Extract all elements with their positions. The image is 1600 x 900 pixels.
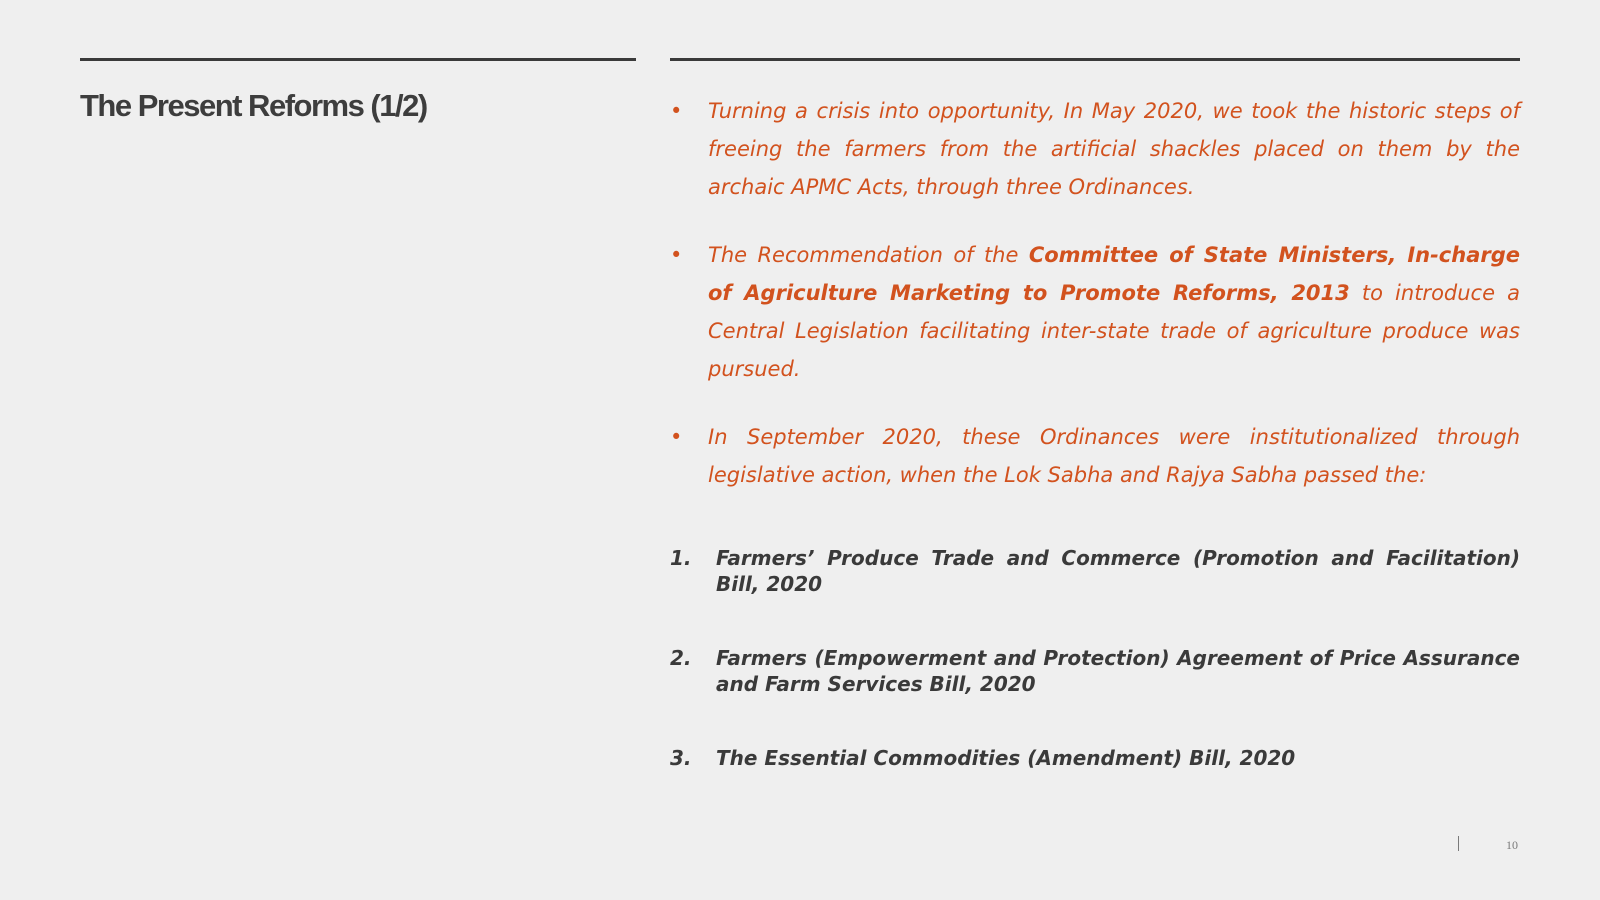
- bullet-text: to introduce a Central Legislation facilitating inter-state trade of agriculture produce was pursued.: [708, 281, 1520, 381]
- bill-number: 2.: [670, 646, 692, 670]
- bullet-marker: •: [670, 425, 683, 449]
- bill-item: [670, 645, 1520, 697]
- bill-title: Farmers (Empowerment and Protection) Agreement of Price Assurance and Farm Services Bill, 2020: [716, 646, 1520, 696]
- bill-item: [670, 745, 1520, 771]
- right-divider-line: [670, 58, 1520, 61]
- footer-separator: [1458, 836, 1459, 851]
- slide-title: The Present Reforms (1/2): [80, 88, 427, 123]
- bullet-list: [670, 92, 1520, 524]
- bullet-marker: •: [670, 99, 683, 123]
- left-divider-line: [80, 58, 636, 61]
- bill-title: The Essential Commodities (Amendment) Bill, 2020: [716, 746, 1296, 770]
- bullet-item: [670, 236, 1520, 388]
- bullet-text: Turning a crisis into opportunity, In May 2020, we took the historic steps of freeing the farmers from the artificial shackles placed on them by the archaic APMC Acts, through three Ordinances.: [708, 99, 1520, 199]
- bullet-item: [670, 92, 1520, 206]
- bullet-text: In September 2020, these Ordinances were institutionalized through legislative action, when the Lok Sabha and Rajya Sabha passed the:: [708, 425, 1520, 487]
- bill-title: Farmers’ Produce Trade and Commerce (Promotion and Facilitation) Bill, 2020: [716, 546, 1520, 596]
- bullet-marker: •: [670, 243, 683, 267]
- bullet-bold-text: Committee of State Ministers, In-charge of Agriculture Marketing to Promote Reforms, 2013: [708, 243, 1521, 305]
- bill-item: [670, 545, 1520, 597]
- bullet-text: The Recommendation of the: [708, 243, 1029, 267]
- bill-number: 1.: [670, 546, 692, 570]
- bullet-item: [670, 418, 1520, 494]
- bill-number: 3.: [670, 746, 692, 770]
- page-number: 10: [1506, 838, 1518, 852]
